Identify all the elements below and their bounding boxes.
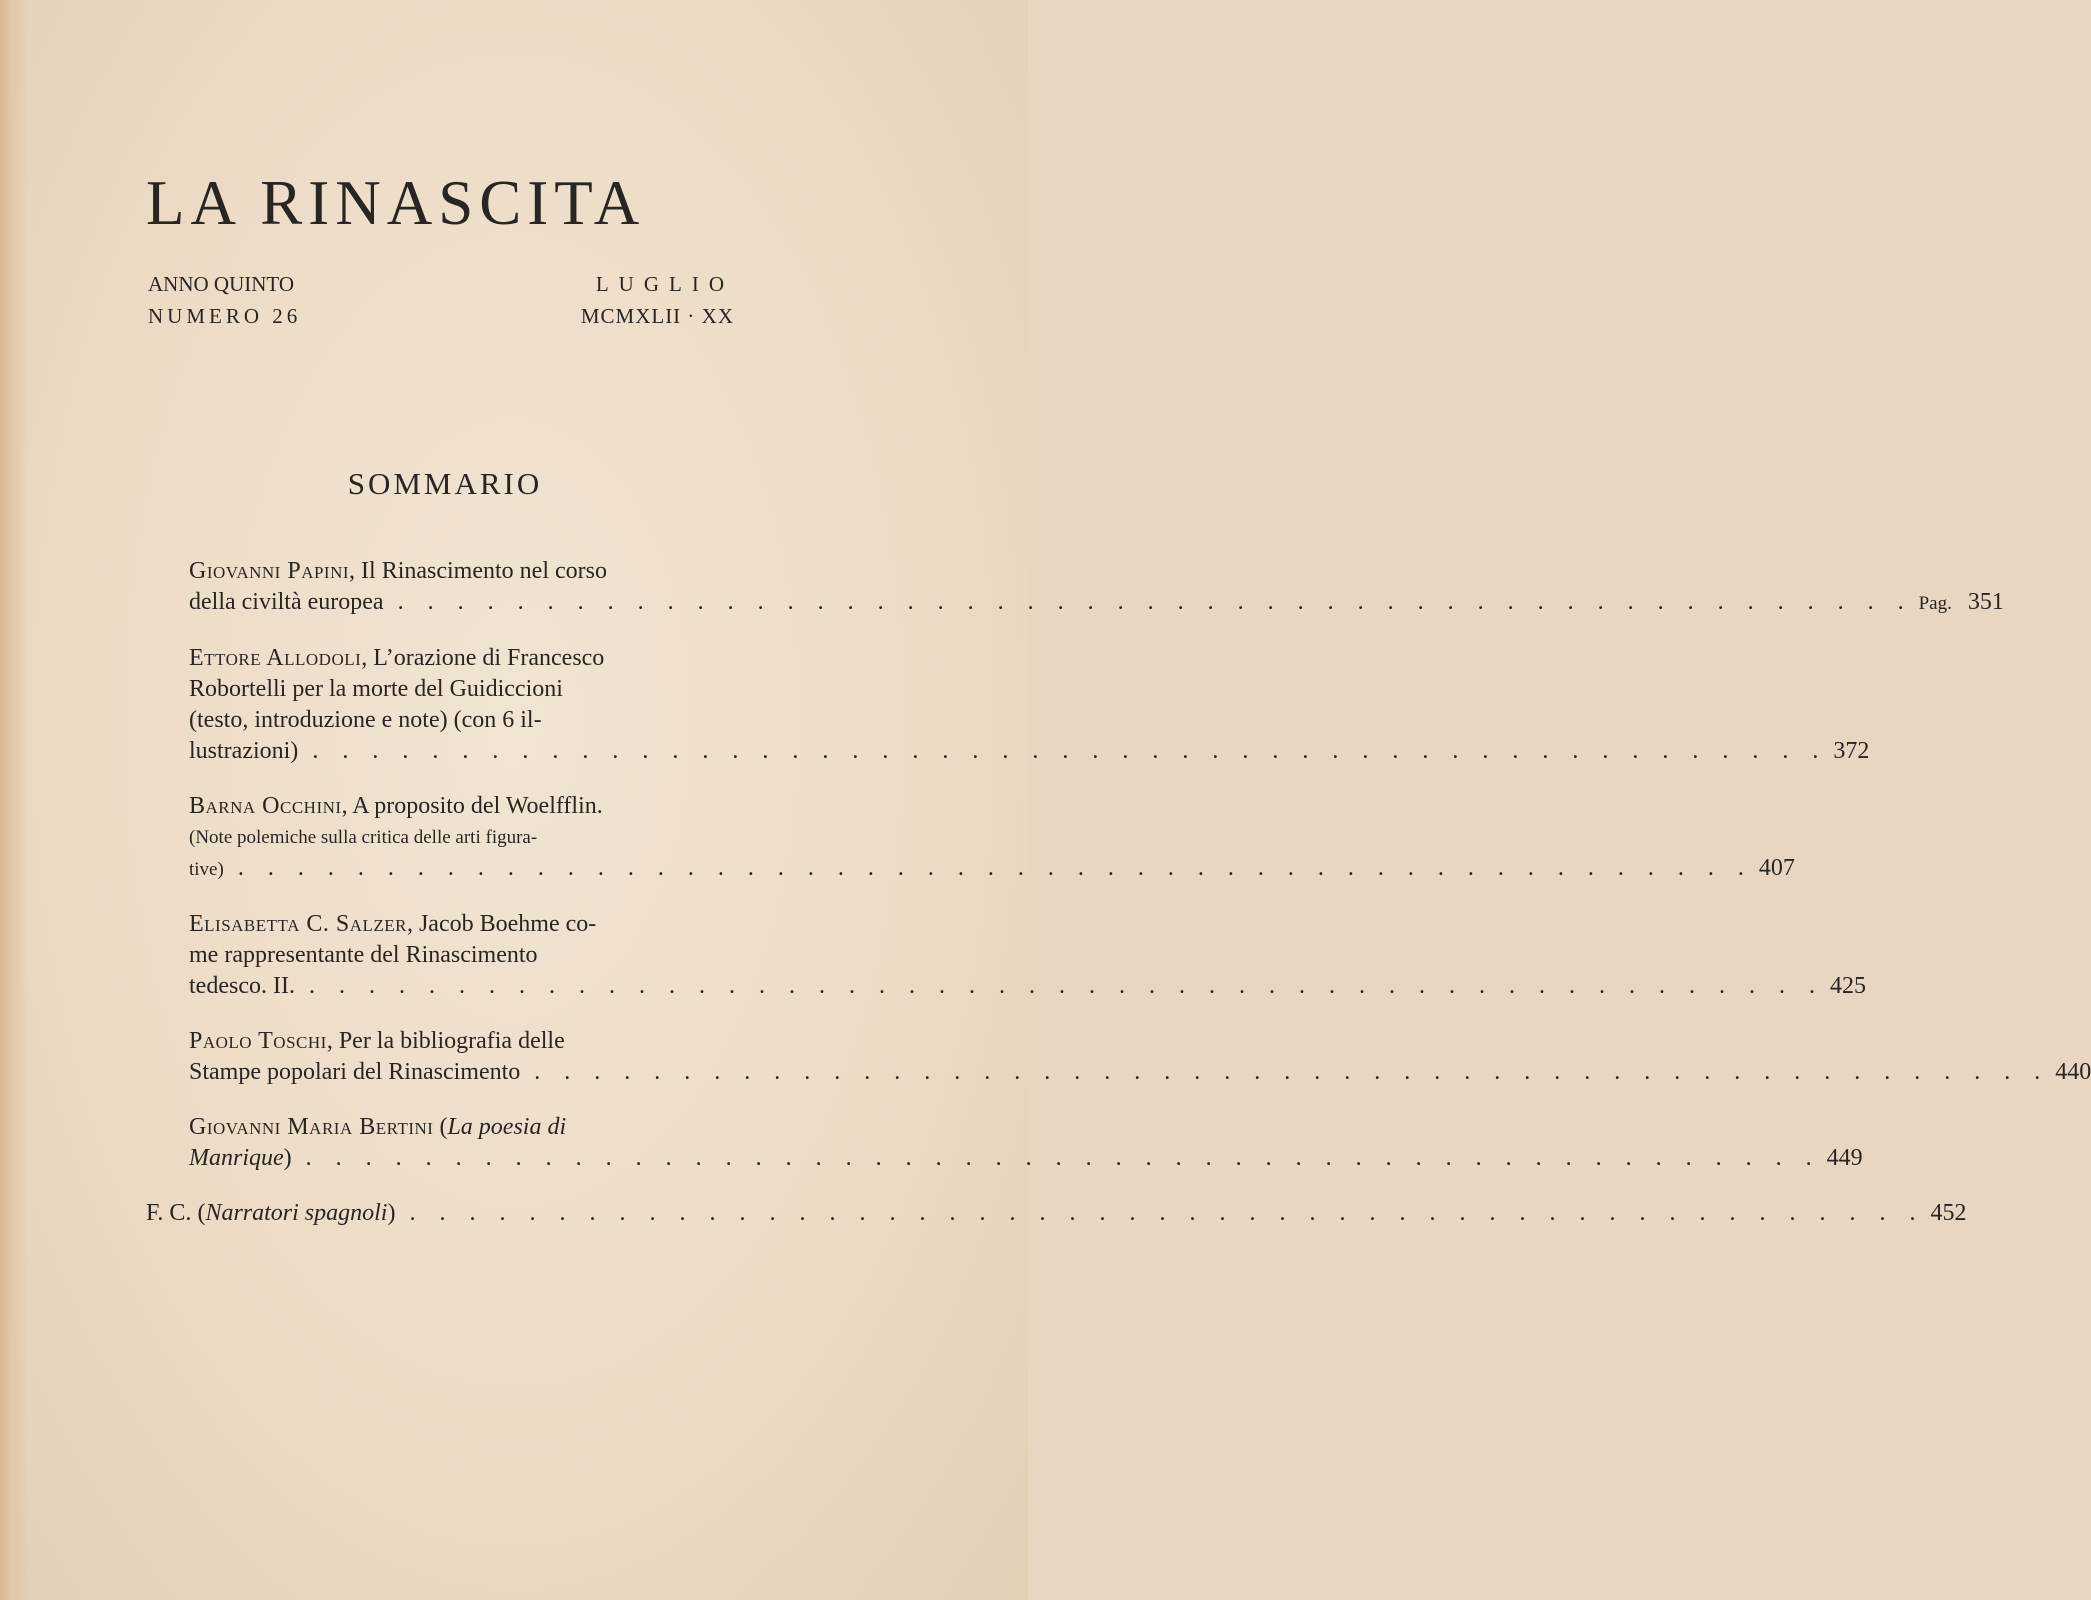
toc-page-number: 425 [1829,973,1866,999]
issue-info-left [148,268,301,332]
toc-page-number: 440 [2055,1059,2091,1085]
toc-entry-line [189,1026,736,1057]
toc-entry-line [189,1112,736,1143]
toc-entry [146,1026,2091,1088]
toc-page-number: 351 [1967,589,2004,615]
toc-entry-line [189,971,1866,1002]
toc-entry-line [189,736,1870,767]
toc-author: Ettore Allodoli [189,645,362,671]
toc-author: Paolo Toschi [189,1028,327,1054]
toc-title-wrap [146,1200,395,1226]
toc-page-number: 452 [1930,1200,1967,1226]
toc-author: Giovanni Papini [189,558,350,584]
binding-gutter [0,0,28,1600]
toc-entry-line [189,1057,2091,1088]
toc-author: Giovanni Maria Bertini [189,1114,434,1140]
toc-entry-line [189,853,1795,885]
dot-leader: . . . . . . . . . . . . . . . . . . . . . . . . . . . . . . . . . . . . . . . . . . . . . . . . . . . [409,1200,1925,1226]
year-label: MCMXLII · XX [580,304,734,328]
toc-entry [146,909,1866,1002]
toc-title: tedesco. II. [189,973,295,999]
toc-entry-line [189,1143,1863,1174]
toc-entry-line [189,556,736,587]
dot-leader: . . . . . . . . . . . . . . . . . . . . . . . . . . . . . . . . . . . . . . . . . . . . . . . . . . . [237,855,1753,881]
toc-title: lustrazioni) [189,738,299,764]
toc-punct: ( [433,1114,448,1140]
journal-title: LA RINASCITA [146,168,646,238]
dot-leader: . . . . . . . . . . . . . . . . . . . . . . . . . . . . . . . . . . . . . . . . . . . . . . . . . . . [308,973,1824,999]
anno-label: ANNO QUINTO [148,272,295,296]
toc-title-wrap [189,1145,292,1171]
toc-entry-line [189,643,736,674]
toc-title: Manrique [189,1145,284,1171]
toc-author: Barna Occhini [189,793,342,819]
toc-title: , Jacob Boehme co- [406,911,597,937]
dot-leader: . . . . . . . . . . . . . . . . . . . . . . . . . . . . . . . . . . . . . . . . . . . . . . . . . . . [397,589,1913,615]
toc-subtitle: (Note polemiche sulla critica delle arti figura- [189,827,538,848]
toc-title: della civiltà europea [189,589,384,615]
table-of-contents [146,556,2091,1253]
toc-page-number: 372 [1833,738,1870,764]
toc-subtitle: tive) [189,859,224,880]
toc-entry-line [189,587,2004,619]
toc-entry [146,1112,1863,1174]
toc-page-number: 449 [1826,1145,1863,1171]
toc-page-number: 407 [1758,855,1795,881]
toc-punct: ) [283,1145,292,1171]
toc-title: La poesia di [447,1114,567,1140]
dot-leader: . . . . . . . . . . . . . . . . . . . . . . . . . . . . . . . . . . . . . . . . . . . . . . . . . . . [534,1059,2050,1085]
toc-title: , Per la bibliografia delle [326,1028,565,1054]
toc-entry-line [146,1198,1967,1229]
toc-entry [146,1198,1967,1229]
toc-title: (testo, introduzione e note) (con 6 il- [189,707,542,733]
toc-title: , L’orazione di Francesco [361,645,605,671]
toc-title: Narratori spagnoli [205,1200,388,1226]
toc-title: Stampe popolari del Rinascimento [189,1059,521,1085]
toc-entry-line [189,791,736,822]
toc-title: , A proposito del Woelfflin. [341,793,603,819]
toc-punct: ) [387,1200,396,1226]
dot-leader: . . . . . . . . . . . . . . . . . . . . . . . . . . . . . . . . . . . . . . . . . . . . . . . . . . . [312,738,1828,764]
toc-entry [146,791,1795,885]
month-label: LUGLIO [595,272,734,296]
toc-punct: ( [191,1200,206,1226]
toc-entry [146,556,2004,619]
toc-entry [146,643,1870,767]
toc-title: me rappresentante del Rinascimento [189,942,538,968]
pag-label: Pag. [1918,593,1952,614]
toc-author: Elisabetta C. Salzer [189,911,407,937]
toc-entry-line [189,909,736,940]
dot-leader: . . . . . . . . . . . . . . . . . . . . . . . . . . . . . . . . . . . . . . . . . . . . . . . . . . . [305,1145,1821,1171]
numero-label: NUMERO 26 [148,304,302,328]
toc-author: F. C. [146,1200,192,1226]
issue-info-right [581,268,734,332]
toc-title: , Il Rinascimento nel corso [349,558,607,584]
toc-title: Robortelli per la morte del Guidiccioni [189,676,563,702]
sommario-heading: SOMMARIO [347,466,543,501]
